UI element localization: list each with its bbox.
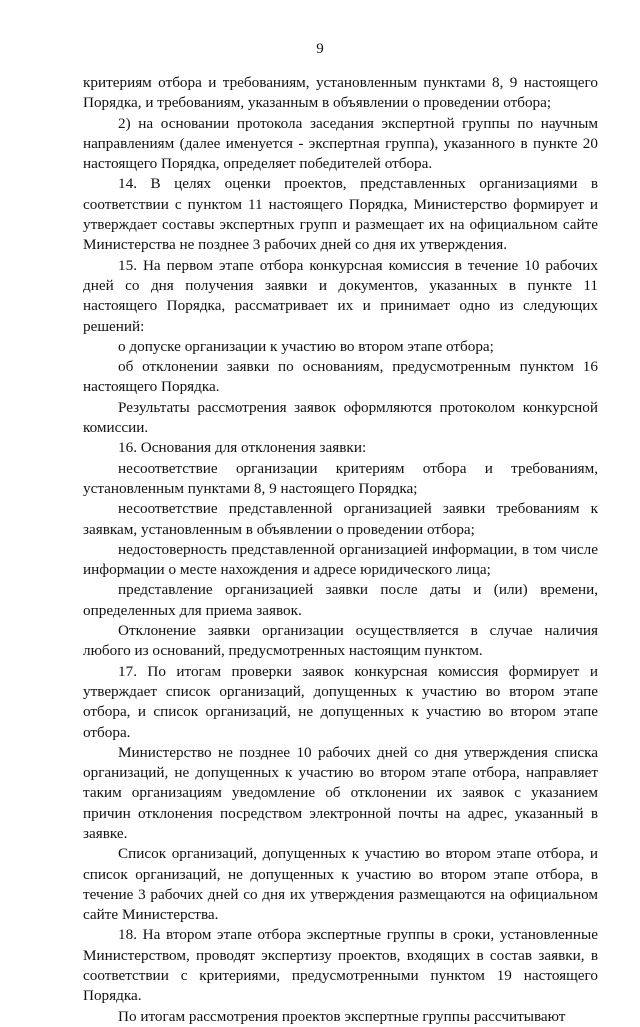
paragraph: 16. Основания для отклонения заявки: — [118, 439, 367, 457]
paragraph: 18. На втором этапе отбора экспертные группы в сроки, установленные Министерством, проводят экспертизу проектов, входящих в состав заявки, в соответствии с критериями, предусмотренными пунктом 19 настоящего Порядка. — [83, 926, 598, 1005]
paragraph: Отклонение заявки организации осуществляется в случае наличия любого из оснований, предусмотренных настоящим пунктом. — [83, 622, 598, 660]
paragraph: о допуске организации к участию во втором этапе отбора; — [118, 337, 494, 355]
paragraph: недостоверность представленной организацией информации, в том числе информации о месте нахождения и адресе юридического лица; — [83, 540, 598, 579]
paragraph: Список организаций, допущенных к участию во втором этапе отбора, и список организаций, не допущенных к участию во втором этапе отбора, в течение 3 рабочих дней со дня их утверждения размещаются на официальном сайте Министерства. — [83, 845, 598, 924]
paragraph: критериям отбора и требованиям, установленным пунктами 8, 9 настоящего Порядка, и требованиям, указанным в объявлении о проведении отбора; — [83, 74, 598, 112]
paragraph: 17. По итогам проверки заявок конкурсная комиссия формирует и утверждает список организаций, допущенных к участию во втором этапе отбора, и список организаций, не допущенных к участию во втором этапе отбора. — [83, 662, 598, 741]
paragraph: 15. На первом этапе отбора конкурсная комиссия в течение 10 рабочих дней со дня получения заявки и документов, указанных в пункте 11 настоящего Порядка, рассматривает их и принимает одно из следующих решений: — [83, 256, 598, 335]
paragraph: Результаты рассмотрения заявок оформляются протоколом конкурсной комиссии. — [83, 398, 598, 437]
paragraph: 14. В целях оценки проектов, представленных организациями в соответствии с пунктом 11 настоящего Порядка, Министерство формирует и утверждает составы экспертных групп и размещает их на официальном сайте Министерства не позднее 3 рабочих дней со дня их утверждения. — [83, 175, 598, 254]
paragraph: 2) на основании протокола заседания экспертной группы по научным направлениям (далее именуется - экспертная группа), указанного в пункте 20 настоящего Порядка, определяет победителей отбора. — [83, 114, 598, 173]
paragraph: Министерство не позднее 10 рабочих дней со дня утверждения списка организаций, не допущенных к участию во втором этапе отбора, направляет таким организациям уведомление об отклонении их заявок с указанием причин отклонения посредством электронной почты на адрес, указанный в заявке. — [83, 743, 598, 842]
paragraph: несоответствие представленной организацией заявки требованиям к заявкам, установленным в объявлении о проведении отбора; — [83, 500, 598, 538]
paragraph: По итогам рассмотрения проектов экспертные группы рассчитывают — [118, 1007, 566, 1025]
page-number: 9 — [316, 41, 324, 57]
paragraph: представление организацией заявки после даты и (или) времени, определенных для приема заявок. — [83, 581, 598, 619]
document-body — [83, 73, 598, 1027]
paragraph: несоответствие организации критериям отбора и требованиям, установленным пунктами 8, 9 настоящего Порядка; — [83, 459, 598, 497]
paragraph: об отклонении заявки по основаниям, предусмотренным пунктом 16 настоящего Порядка. — [83, 358, 598, 396]
